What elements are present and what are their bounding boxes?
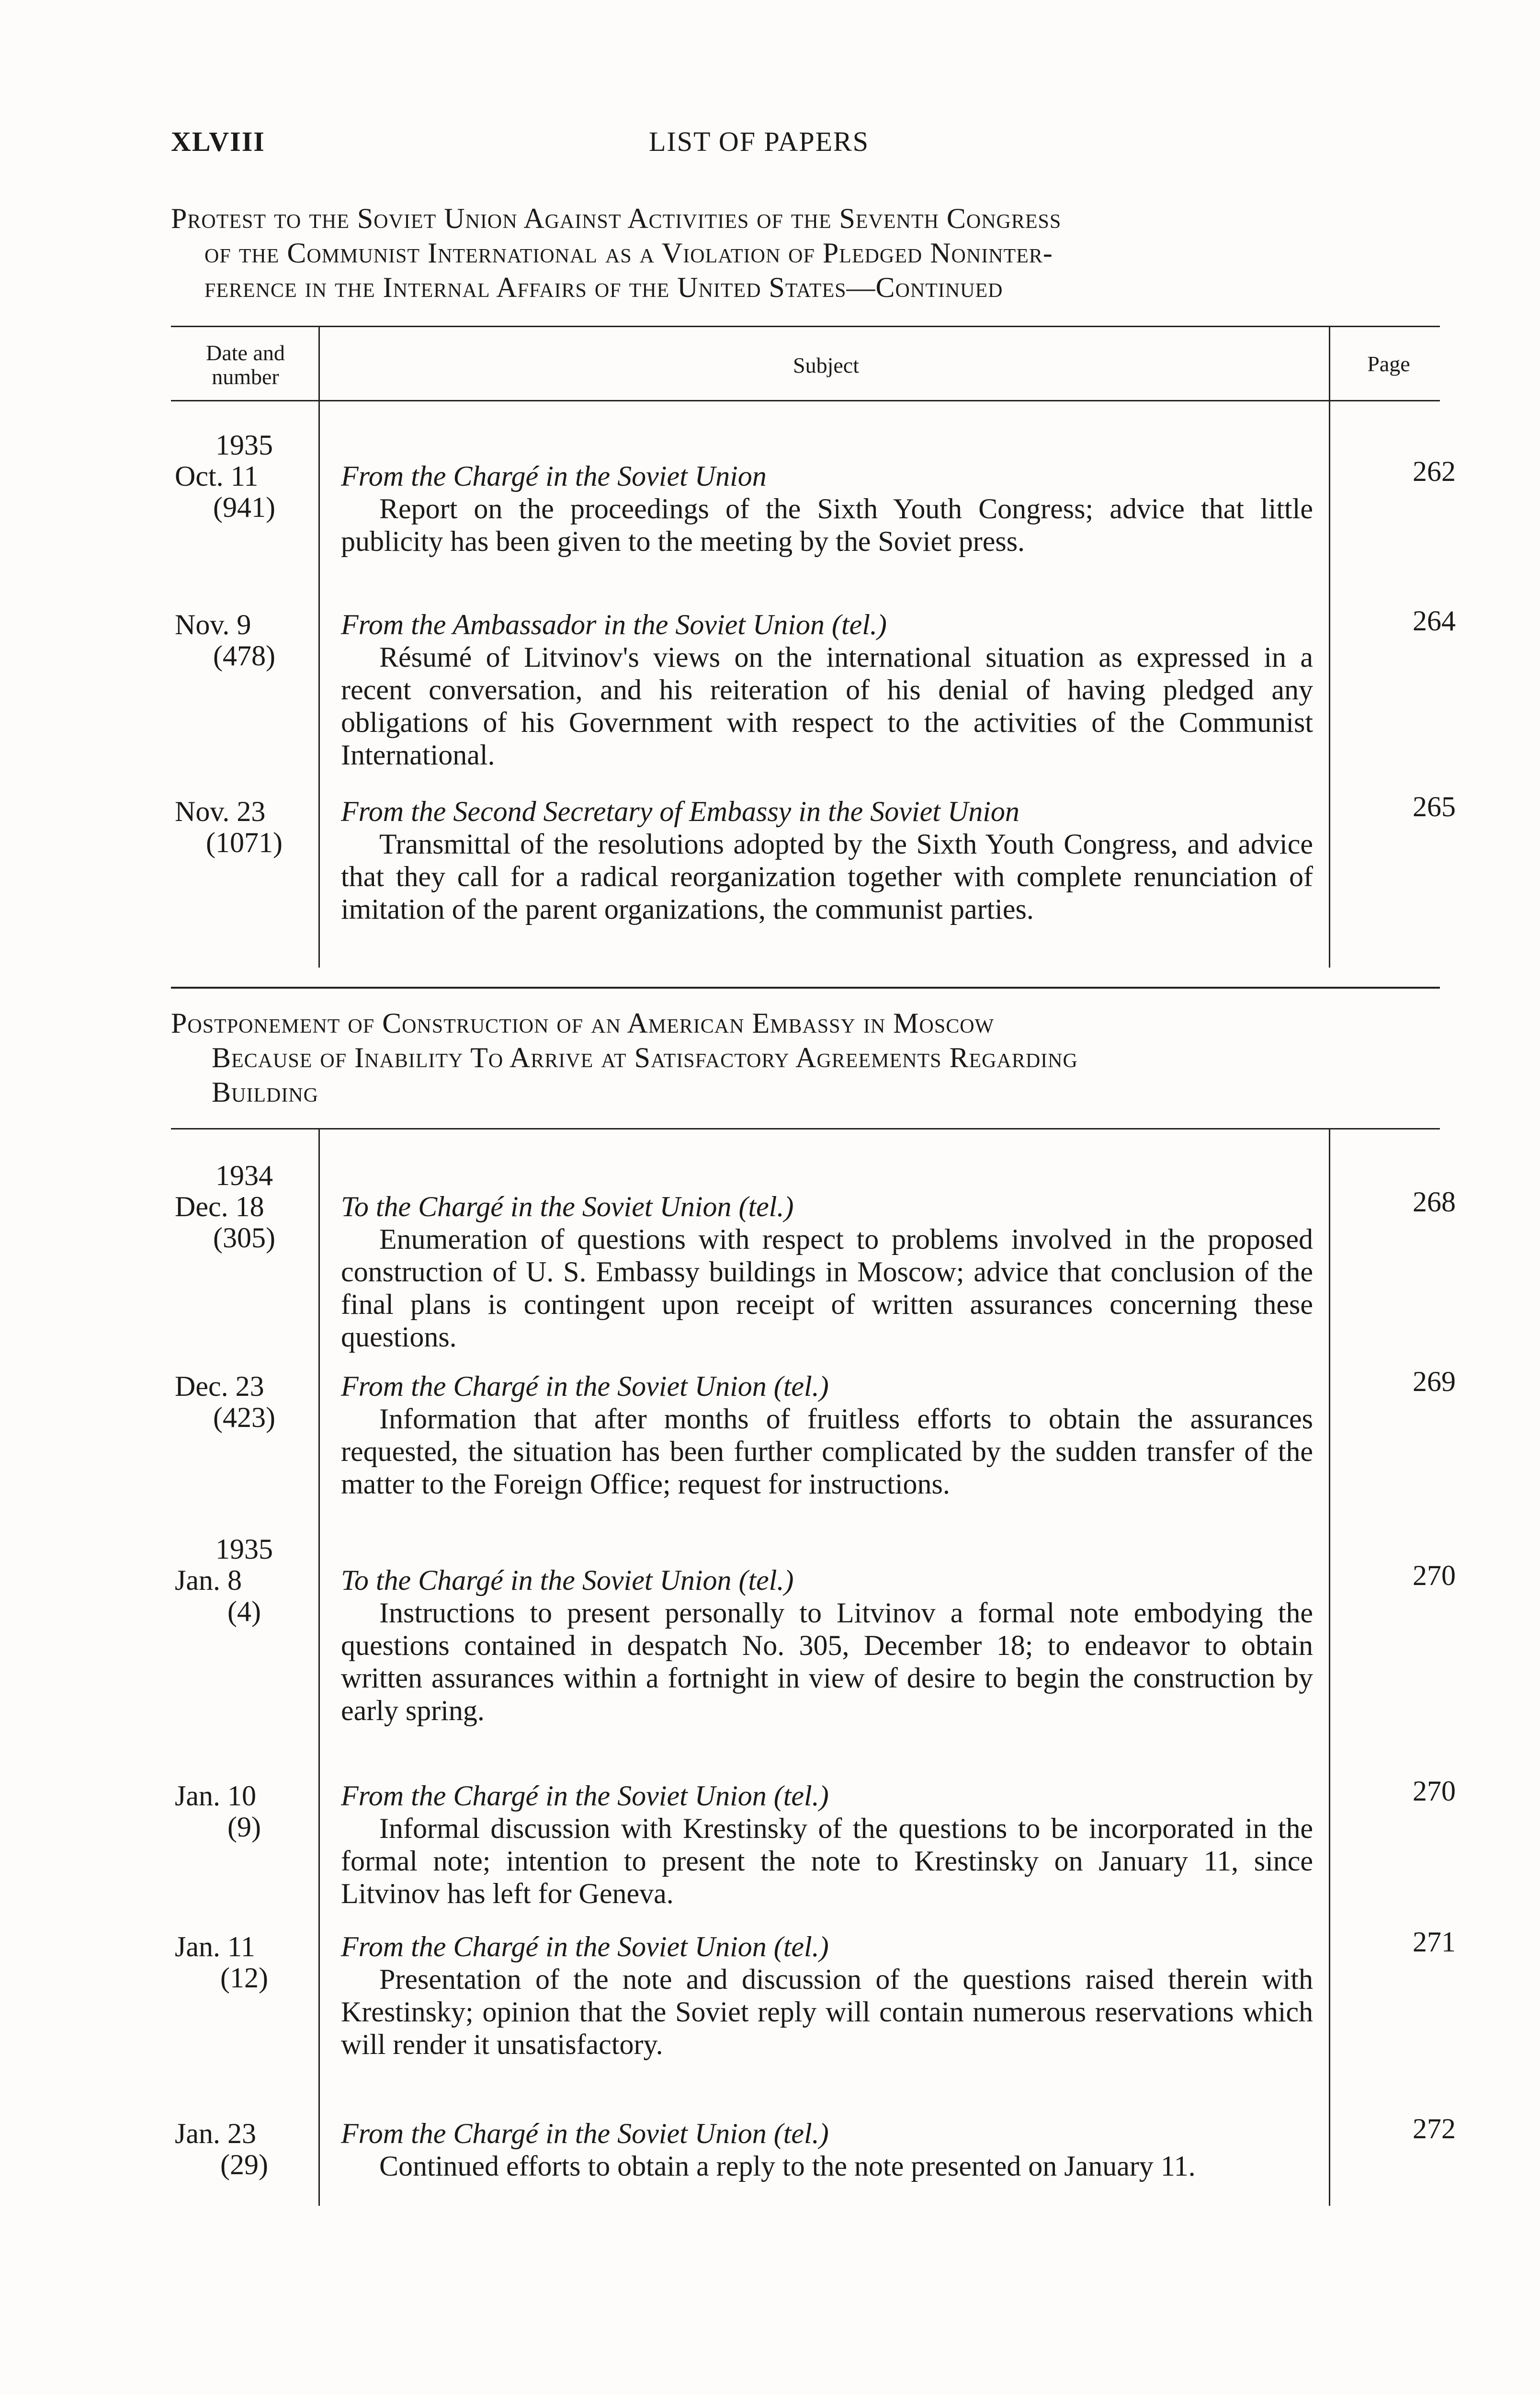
table2-left-divider — [318, 1128, 320, 2206]
entry-source: To the Chargé in the Soviet Union (tel.) — [341, 1191, 794, 1222]
entry-date: Oct. 11 — [175, 460, 259, 492]
entry-source: From the Chargé in the Soviet Union (tel.) — [341, 1370, 829, 1402]
entry-number: (12) — [220, 1962, 268, 1994]
entry-date: Nov. 23 — [175, 796, 266, 827]
section1-heading — [171, 201, 1426, 305]
entry-source: From the Chargé in the Soviet Union — [341, 460, 767, 492]
entry-page: 269 — [1413, 1366, 1456, 1397]
column-header-date: Date and number — [206, 341, 285, 389]
entry-subject — [341, 795, 1313, 925]
entry-year: 1935 — [215, 429, 273, 461]
entry-number: (9) — [227, 1811, 261, 1843]
table1-bottom-rule — [171, 987, 1440, 989]
entry-source: To the Chargé in the Soviet Union (tel.) — [341, 1564, 794, 1596]
entry-subject — [341, 1564, 1313, 1727]
table1-right-divider — [1329, 326, 1330, 968]
entry-page: 270 — [1413, 1560, 1456, 1591]
entry-description: Continued efforts to obtain a reply to the note presented on January 11. — [379, 2150, 1196, 2182]
entry-description: Résumé of Litvinov's views on the international situation as expressed in a recent conversation, and his reiteration of his denial of having pledged any obligations of his Government with respect to the activities of the Communist International. — [341, 641, 1313, 771]
entry-date: Jan. 11 — [175, 1931, 255, 1962]
entry-subject — [341, 1930, 1313, 2061]
entry-date: Jan. 10 — [175, 1780, 256, 1812]
entry-source: From the Ambassador in the Soviet Union (tel.) — [341, 609, 887, 640]
entry-source: From the Chargé in the Soviet Union (tel.) — [341, 1780, 829, 1812]
entry-description: Information that after months of fruitless efforts to obtain the assurances requested, the situation has been further complicated by the sudden transfer of the matter to the Foreign Office; request for instructions. — [341, 1403, 1313, 1500]
entry-source: From the Chargé in the Soviet Union (tel.) — [341, 1931, 829, 1962]
running-title: LIST OF PAPERS — [649, 126, 869, 157]
entry-page: 264 — [1413, 605, 1456, 637]
column-header-subject: Subject — [793, 353, 859, 377]
entry-subject — [341, 608, 1313, 771]
entry-year: 1935 — [215, 1533, 273, 1565]
table2-right-divider — [1329, 1128, 1330, 2206]
entry-subject — [341, 2117, 1313, 2182]
table2-top-rule — [171, 1128, 1440, 1129]
section1-heading-line1: Protest to the Soviet Union Against Activities of the Seventh Congress — [171, 203, 1062, 234]
entry-description: Enumeration of questions with respect to problems involved in the proposed construction of U. S. Embassy buildings in Moscow; advice that conclusion of the final plans is contingent upon receipt of written assurances concerning these questions. — [341, 1223, 1313, 1353]
section2-heading-line2: Because of Inability To Arrive at Satisfactory Agreements Regarding — [212, 1042, 1078, 1073]
entry-description: Instructions to present personally to Litvinov a formal note embodying the questions contained in despatch No. 305, December 18; to endeavor to obtain written assurances within a fortnight in view of desire to begin the construction by early spring. — [341, 1597, 1313, 1726]
entry-date: Dec. 23 — [175, 1370, 264, 1402]
entry-date: Nov. 9 — [175, 609, 251, 640]
entry-subject — [341, 1370, 1313, 1500]
entry-number: (29) — [220, 2149, 268, 2180]
entry-description: Transmittal of the resolutions adopted by the Sixth Youth Congress, and advice that they call for a radical reorganization together with complete renunciation of imitation of the parent organizations, the communist parties. — [341, 828, 1313, 925]
entry-page: 268 — [1413, 1186, 1456, 1218]
entry-subject — [341, 1779, 1313, 1910]
page-number-roman: XLVIII — [171, 126, 265, 157]
entry-date: Jan. 23 — [175, 2118, 256, 2149]
entry-description: Presentation of the note and discussion of the questions raised therein with Krestinsky; opinion that the Soviet reply will contain numerous reservations which will render it unsatisfactory. — [341, 1963, 1313, 2060]
table1-top-rule — [171, 326, 1440, 327]
entry-number: (1071) — [206, 827, 283, 858]
entry-page: 265 — [1413, 791, 1456, 822]
entry-description: Informal discussion with Krestinsky of the questions to be incorporated in the formal note; intention to present the note to Krestinsky on January 11, since Litvinov has left for Geneva. — [341, 1813, 1313, 1909]
entry-number: (305) — [213, 1222, 275, 1254]
column-header-page: Page — [1367, 352, 1410, 376]
section1-heading-line3: ference in the Internal Affairs of the United States—Continued — [204, 272, 1003, 303]
entry-number: (423) — [213, 1402, 275, 1433]
entry-page: 271 — [1413, 1926, 1456, 1958]
entry-year: 1934 — [215, 1160, 273, 1191]
section2-heading — [171, 1006, 1426, 1109]
entry-number: (478) — [213, 640, 275, 672]
section2-heading-line3: Building — [212, 1076, 318, 1108]
section2-heading-line1: Postponement of Construction of an American Embassy in Moscow — [171, 1007, 995, 1039]
entry-page: 262 — [1413, 456, 1456, 487]
entry-source: From the Second Secretary of Embassy in the Soviet Union — [341, 796, 1019, 827]
entry-date: Jan. 8 — [175, 1564, 242, 1596]
entry-description: Report on the proceedings of the Sixth Youth Congress; advice that little publicity has been given to the meeting by the Soviet press. — [341, 493, 1313, 557]
entry-subject — [341, 460, 1313, 558]
entry-page: 272 — [1413, 2113, 1456, 2144]
entry-number: (941) — [213, 491, 275, 523]
table1-head-rule — [171, 400, 1440, 401]
entry-subject — [341, 1190, 1313, 1353]
table1-left-divider — [318, 326, 320, 968]
entry-number: (4) — [227, 1596, 261, 1627]
entry-date: Dec. 18 — [175, 1191, 264, 1222]
section1-heading-line2: of the Communist International as a Violation of Pledged Noninter- — [204, 237, 1053, 269]
entry-page: 270 — [1413, 1775, 1456, 1807]
entry-source: From the Chargé in the Soviet Union (tel.) — [341, 2118, 829, 2149]
